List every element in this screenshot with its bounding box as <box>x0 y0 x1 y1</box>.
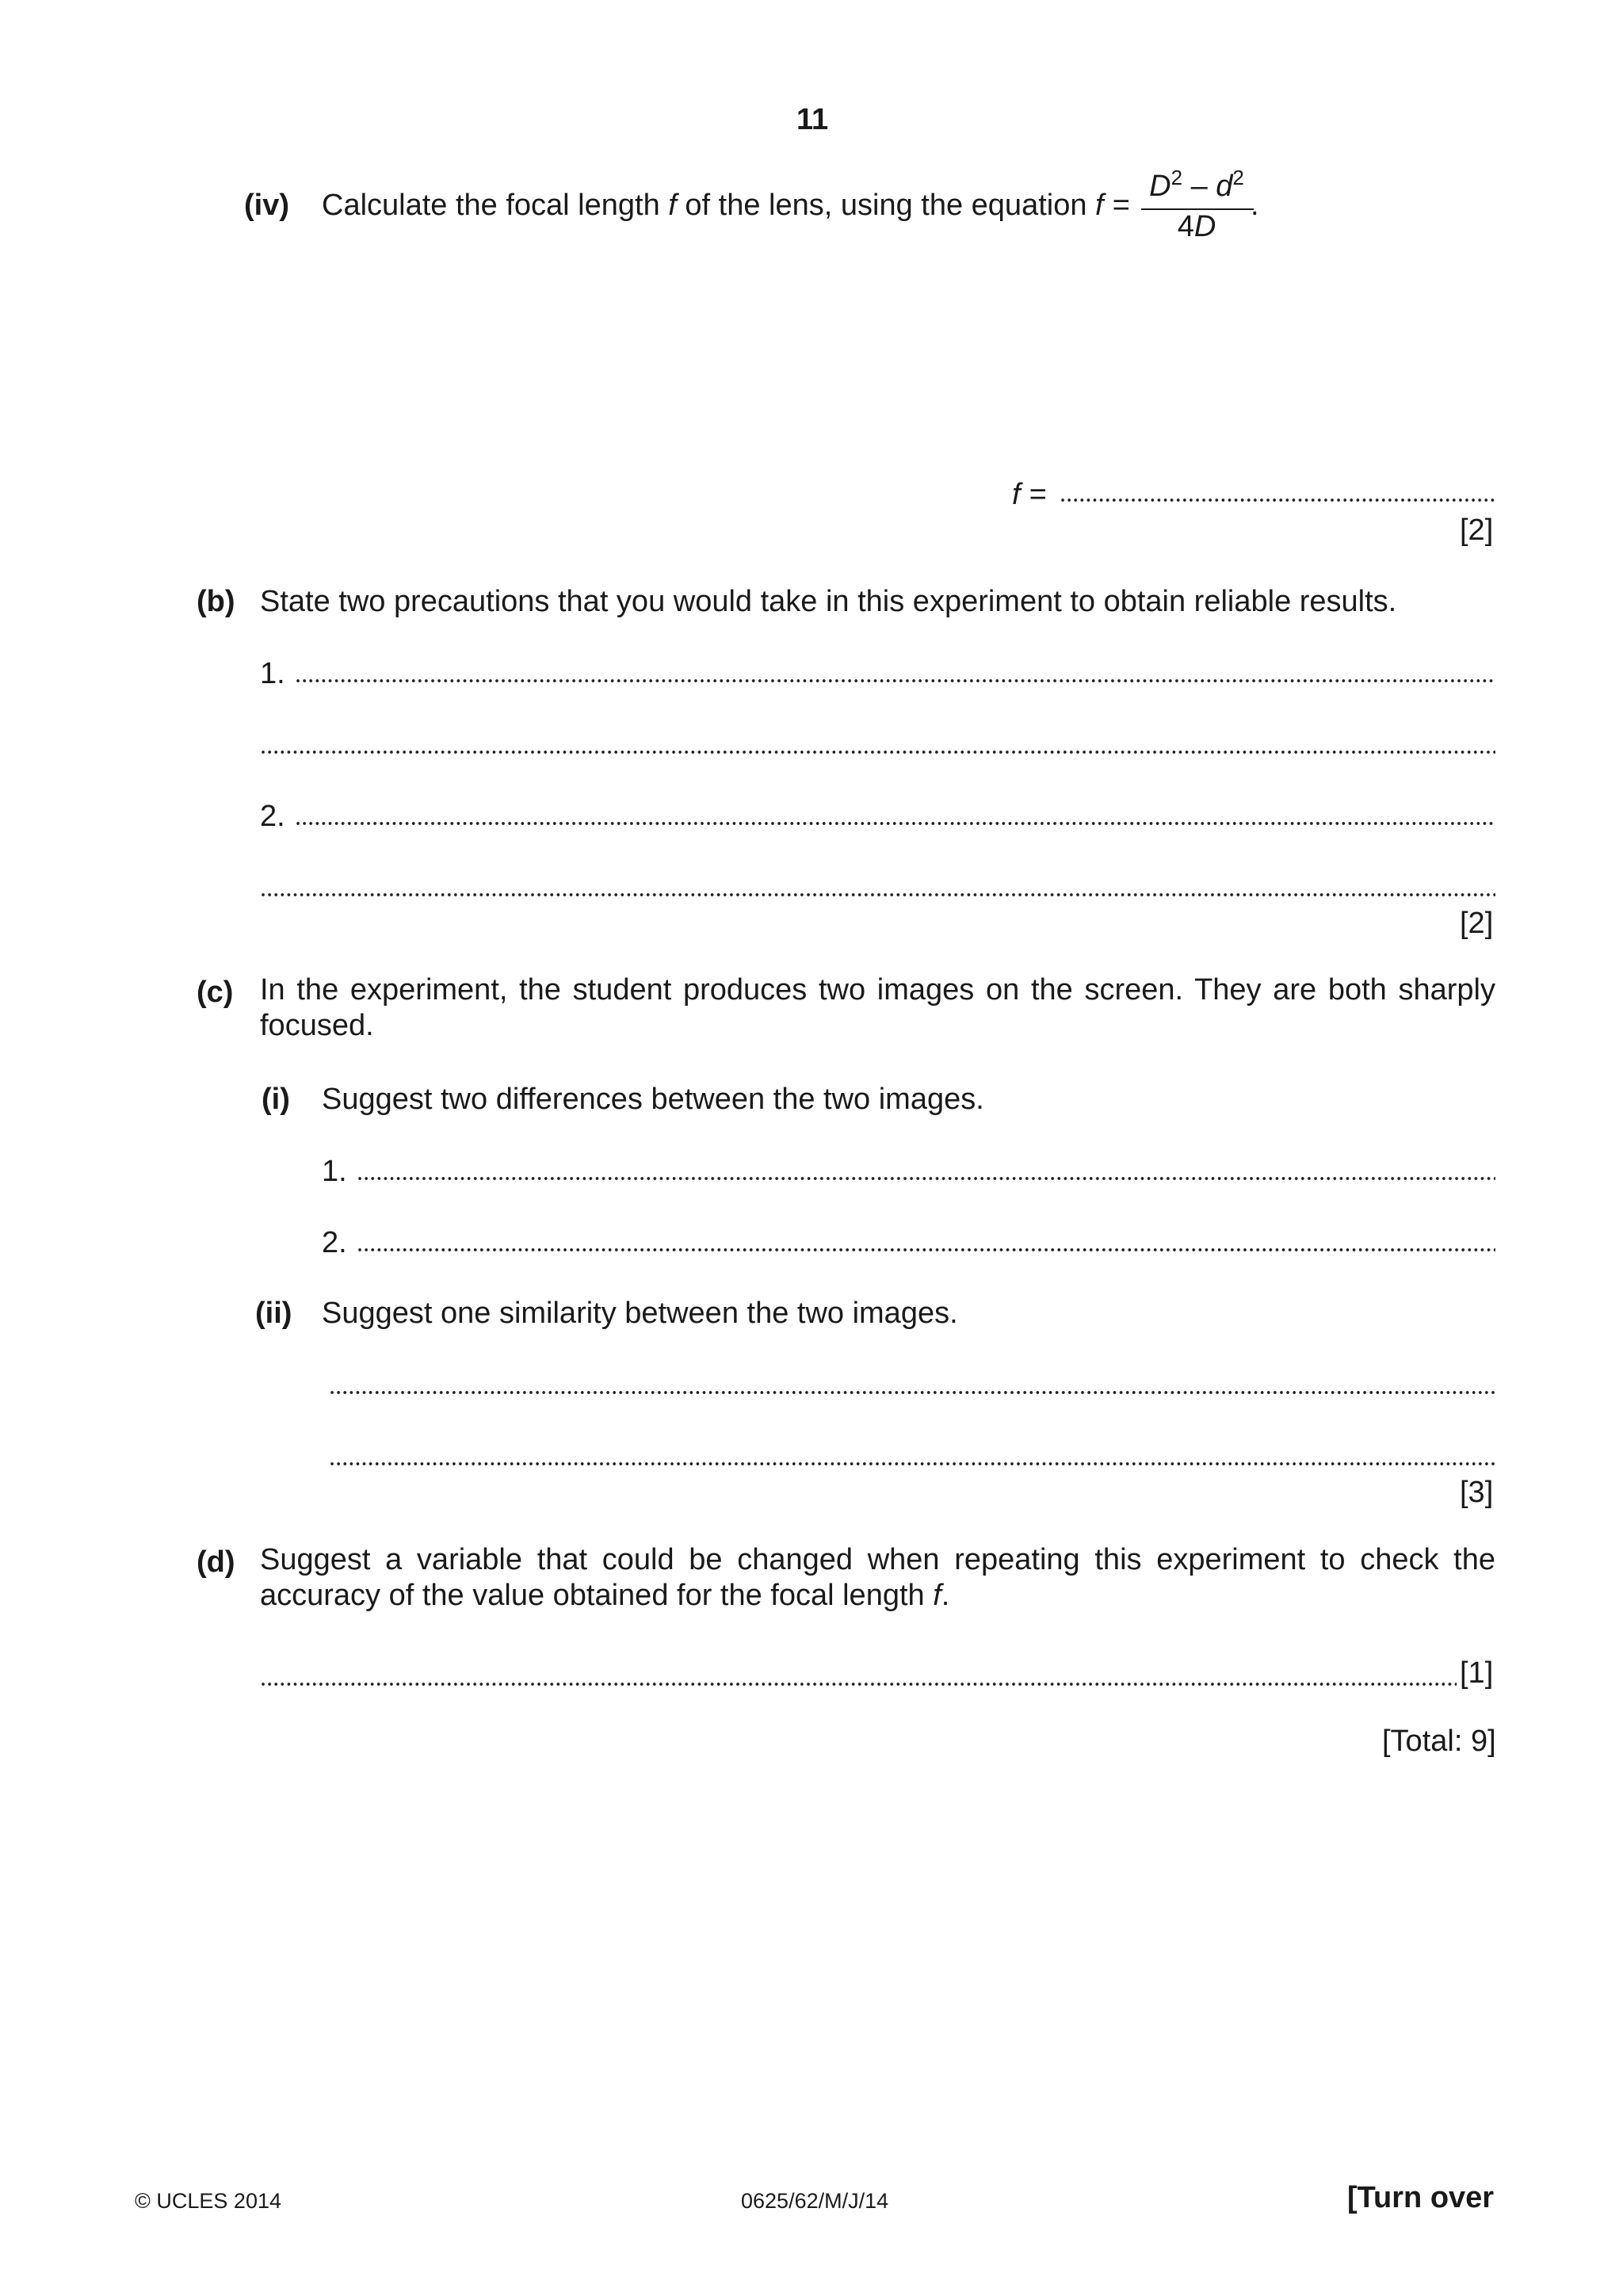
question-b-item1: 1. <box>260 657 285 690</box>
question-c-ii-label: (ii) <box>255 1297 292 1330</box>
variable-f-d: f <box>933 1579 941 1612</box>
footer-turn-over: [Turn over <box>1347 2181 1495 2214</box>
total-marks: [Total: 9] <box>1382 1725 1496 1758</box>
answer-b2-line2[interactable] <box>260 892 1495 897</box>
page-number: 11 <box>796 103 829 136</box>
answer-ci1-line[interactable] <box>357 1176 1495 1181</box>
answer-ci2-line[interactable] <box>357 1247 1495 1252</box>
numerator-d: d <box>1216 170 1233 203</box>
answer-cii-line1[interactable] <box>329 1390 1495 1395</box>
numerator-minus: – <box>1182 170 1216 203</box>
equation-numerator <box>1135 166 1258 204</box>
question-c-ii-text: Suggest one similarity between the two images. <box>322 1297 958 1330</box>
question-iv-text-part2: of the lens, using the equation <box>685 189 1087 222</box>
answer-f-label: f = <box>1012 478 1047 511</box>
answer-d-line[interactable] <box>260 1682 1457 1687</box>
denominator-D: D <box>1193 210 1216 243</box>
equation-period: . <box>1251 189 1259 222</box>
marks-iv: [2] <box>1460 514 1494 547</box>
marks-c: [3] <box>1460 1476 1494 1509</box>
numerator-exp2: 2 <box>1232 166 1244 189</box>
footer-code: 0625/62/M/J/14 <box>741 2189 889 2213</box>
question-c-i-label: (i) <box>262 1083 290 1116</box>
question-b-item2: 2. <box>260 800 285 833</box>
variable-f: f <box>668 189 677 222</box>
question-d-period: . <box>941 1579 950 1612</box>
answer-b1-line1[interactable] <box>295 678 1495 683</box>
question-iv-text <box>322 189 1129 223</box>
question-d-text-body: Suggest a variable that could be changed when repeating this experiment to check the accuracy of the value obtained for the focal length <box>260 1543 1495 1612</box>
marks-d: [1] <box>1460 1656 1494 1690</box>
question-iv-label: (iv) <box>244 189 289 222</box>
question-b-label: (b) <box>197 585 235 618</box>
answer-b2-line1[interactable] <box>295 821 1495 826</box>
question-c-i-item1: 1. <box>322 1155 347 1188</box>
denominator-4: 4 <box>1177 210 1194 243</box>
question-iv-text-part1: Calculate the focal length <box>322 189 660 222</box>
question-d-text <box>260 1542 1495 1614</box>
question-c-text: In the experiment, the student produces two images on the screen. They are both sharply focused. <box>260 973 1495 1042</box>
question-d-label: (d) <box>197 1545 235 1579</box>
question-b-text: State two precautions that you would take in this experiment to obtain reliable results. <box>260 585 1397 618</box>
question-c-i-item2: 2. <box>322 1226 347 1259</box>
marks-b: [2] <box>1460 907 1494 940</box>
numerator-D: D <box>1149 170 1171 203</box>
question-c-i-text: Suggest two differences between the two images. <box>322 1083 984 1116</box>
answer-f-line[interactable] <box>1060 498 1495 502</box>
equation-lhs: f = <box>1095 189 1130 222</box>
footer-copyright: © UCLES 2014 <box>135 2189 281 2213</box>
question-c-label: (c) <box>197 976 234 1009</box>
equation-denominator <box>1135 210 1258 244</box>
numerator-exp1: 2 <box>1170 166 1183 189</box>
answer-b1-line2[interactable] <box>260 750 1495 755</box>
answer-cii-line2[interactable] <box>329 1461 1495 1466</box>
